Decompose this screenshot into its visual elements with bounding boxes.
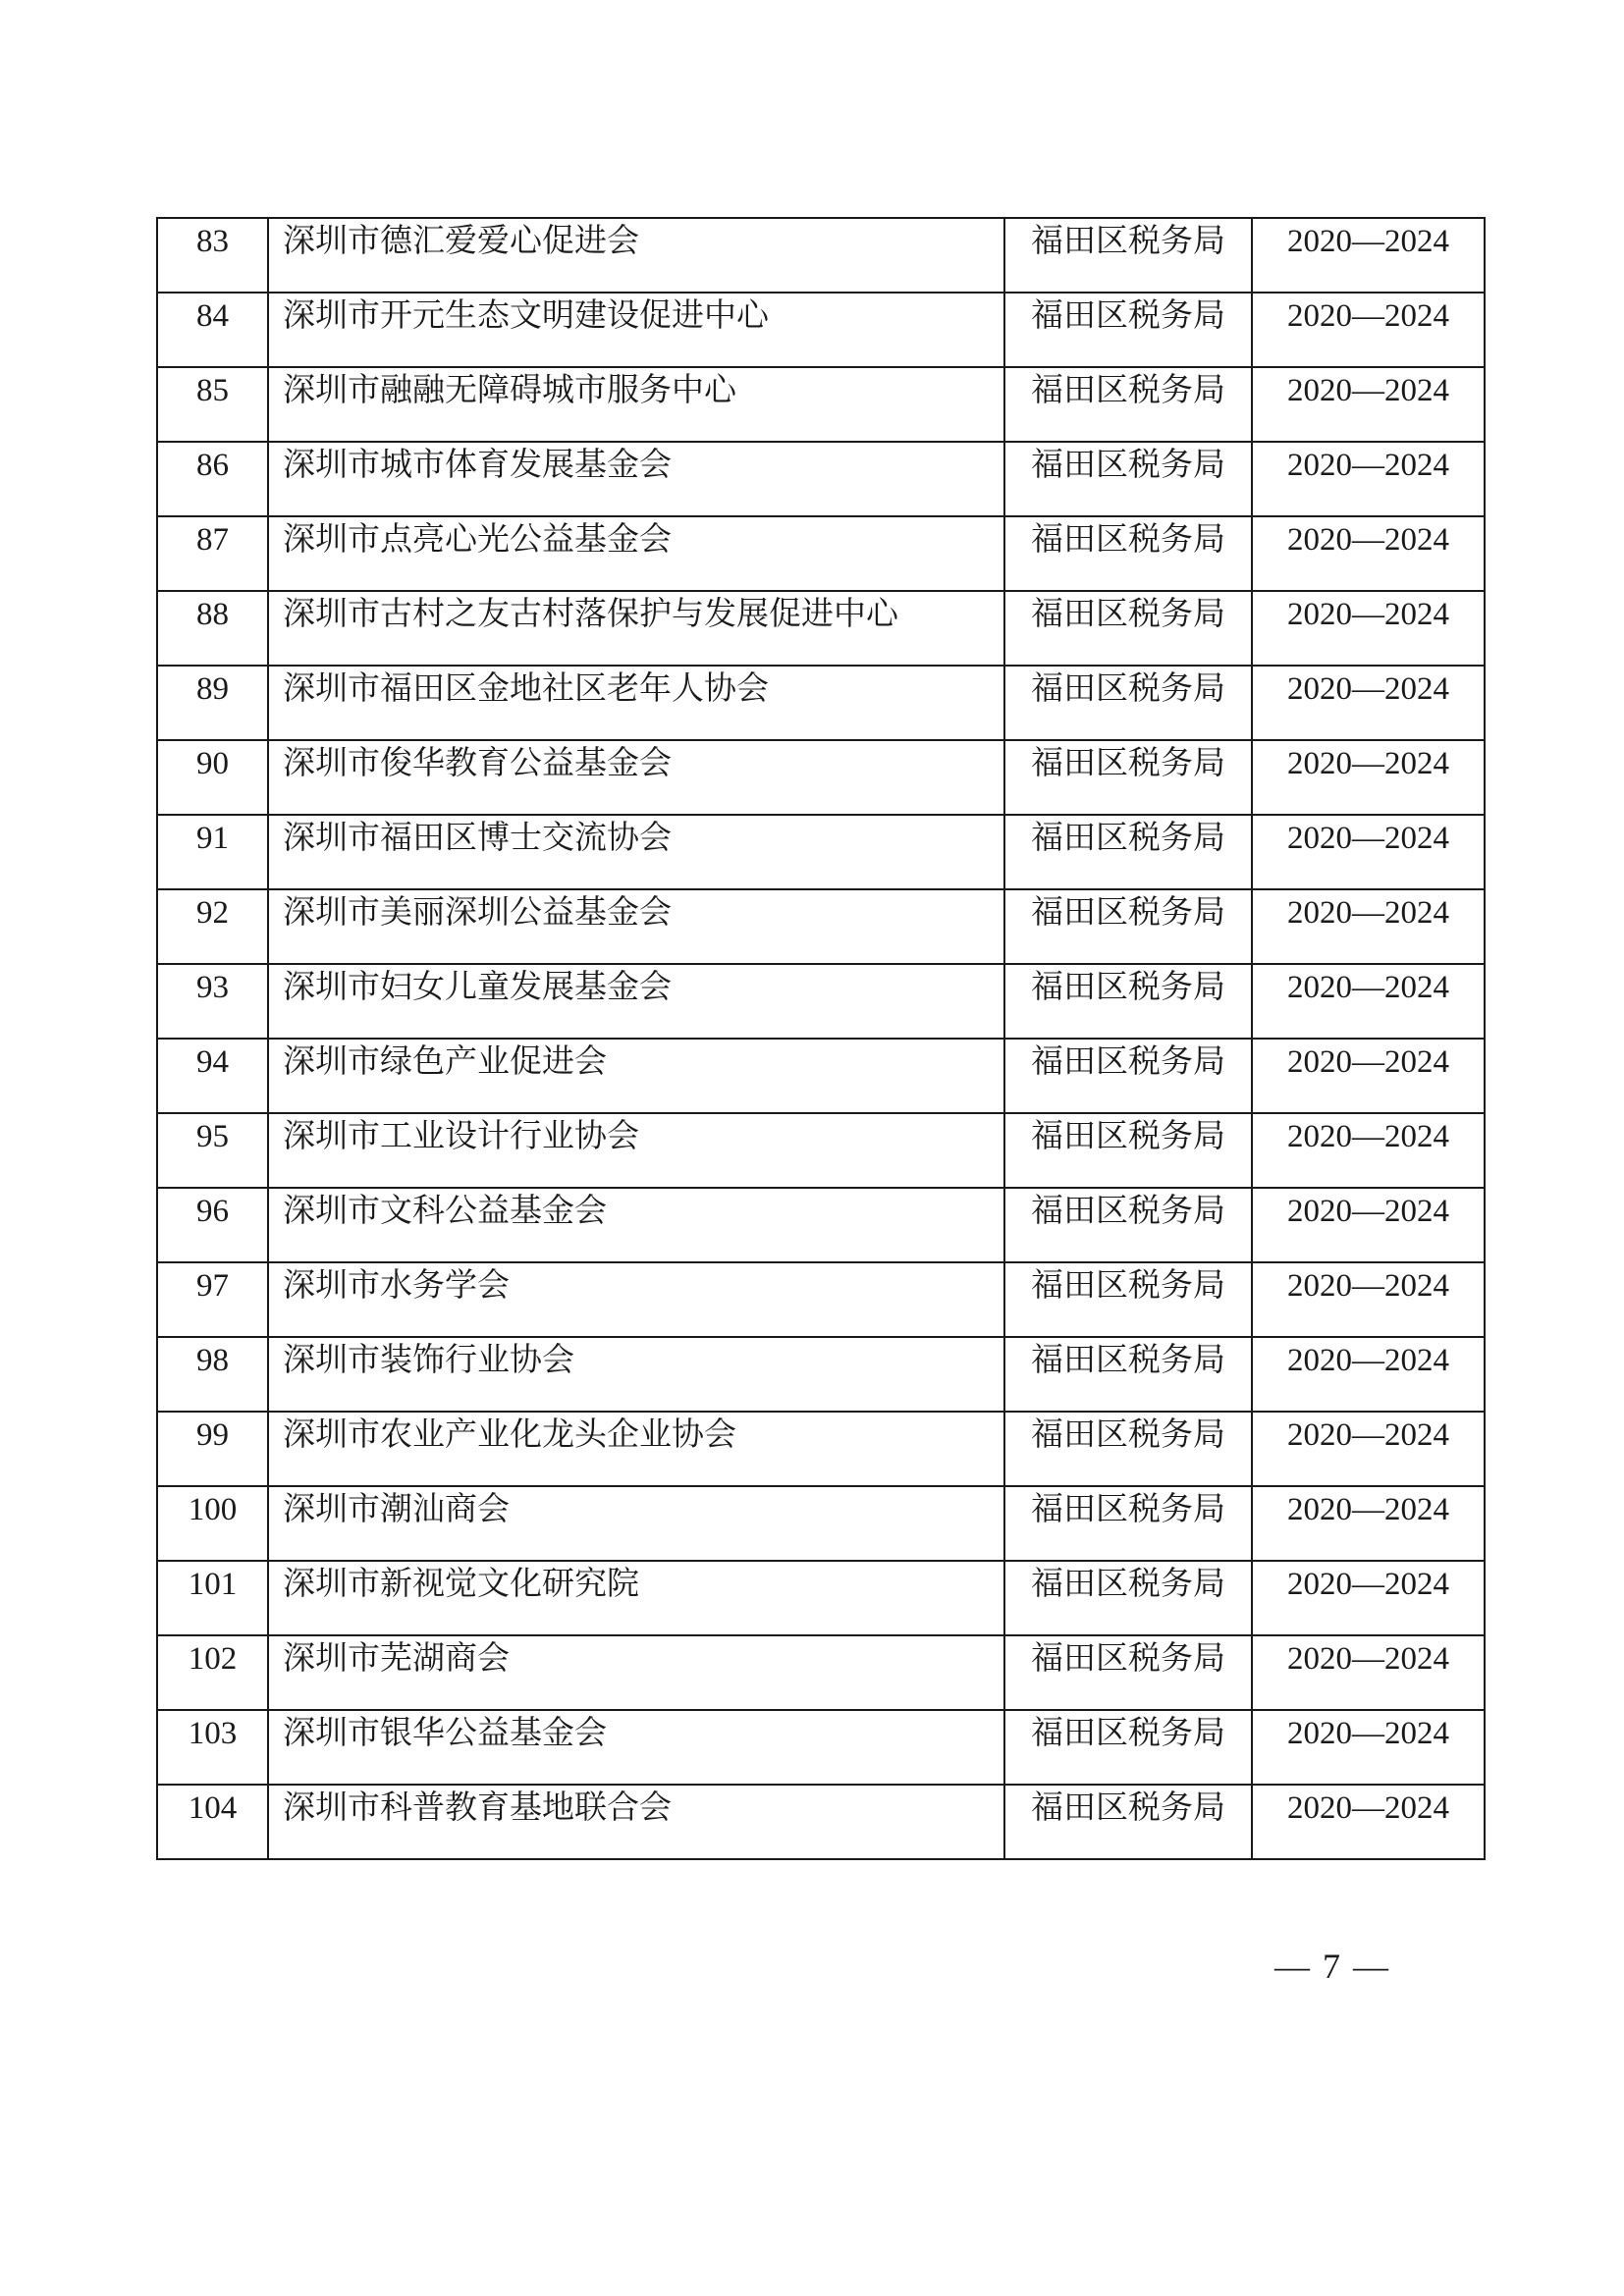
table-row <box>157 1039 1485 1113</box>
organization-name-cell: 深圳市新视觉文化研究院 <box>268 1561 1004 1635</box>
table-row <box>157 666 1485 740</box>
row-number-cell: 93 <box>157 964 268 1039</box>
tax-authority-cell: 福田区税务局 <box>1004 1710 1252 1785</box>
validity-period-cell: 2020—2024 <box>1252 1337 1485 1412</box>
tax-authority-cell: 福田区税务局 <box>1004 591 1252 666</box>
validity-period-cell: 2020—2024 <box>1252 1710 1485 1785</box>
row-number-cell: 94 <box>157 1039 268 1113</box>
row-number-cell: 100 <box>157 1486 268 1561</box>
validity-period-cell: 2020—2024 <box>1252 293 1485 367</box>
table-row <box>157 1561 1485 1635</box>
tax-authority-cell: 福田区税务局 <box>1004 889 1252 964</box>
validity-period-cell: 2020—2024 <box>1252 1262 1485 1337</box>
organization-name-cell: 深圳市科普教育基地联合会 <box>268 1785 1004 1859</box>
table-row <box>157 591 1485 666</box>
organization-name-cell: 深圳市水务学会 <box>268 1262 1004 1337</box>
tax-authority-cell: 福田区税务局 <box>1004 1561 1252 1635</box>
table-row <box>157 889 1485 964</box>
table-row <box>157 1113 1485 1188</box>
validity-period-cell: 2020—2024 <box>1252 1113 1485 1188</box>
tax-authority-cell: 福田区税务局 <box>1004 1262 1252 1337</box>
tax-authority-cell: 福田区税务局 <box>1004 815 1252 889</box>
row-number-cell: 101 <box>157 1561 268 1635</box>
organization-name-cell: 深圳市城市体育发展基金会 <box>268 442 1004 516</box>
table-row <box>157 442 1485 516</box>
row-number-cell: 83 <box>157 218 268 293</box>
row-number-cell: 96 <box>157 1188 268 1262</box>
organization-name-cell: 深圳市文科公益基金会 <box>268 1188 1004 1262</box>
organization-name-cell: 深圳市福田区博士交流协会 <box>268 815 1004 889</box>
table-row <box>157 815 1485 889</box>
organization-name-cell: 深圳市点亮心光公益基金会 <box>268 516 1004 591</box>
row-number-cell: 103 <box>157 1710 268 1785</box>
table-row <box>157 367 1485 442</box>
table-row <box>157 1785 1485 1859</box>
page-number: — 7 — <box>1274 1947 1390 1986</box>
validity-period-cell: 2020—2024 <box>1252 815 1485 889</box>
row-number-cell: 85 <box>157 367 268 442</box>
table-row <box>157 1188 1485 1262</box>
table-row <box>157 218 1485 293</box>
organization-name-cell: 深圳市银华公益基金会 <box>268 1710 1004 1785</box>
organization-name-cell: 深圳市开元生态文明建设促进中心 <box>268 293 1004 367</box>
organization-name-cell: 深圳市俊华教育公益基金会 <box>268 740 1004 815</box>
row-number-cell: 89 <box>157 666 268 740</box>
row-number-cell: 88 <box>157 591 268 666</box>
table-row <box>157 1710 1485 1785</box>
organization-name-cell: 深圳市装饰行业协会 <box>268 1337 1004 1412</box>
table-row <box>157 740 1485 815</box>
table-row <box>157 964 1485 1039</box>
tax-authority-cell: 福田区税务局 <box>1004 666 1252 740</box>
validity-period-cell: 2020—2024 <box>1252 740 1485 815</box>
validity-period-cell: 2020—2024 <box>1252 1412 1485 1486</box>
tax-authority-cell: 福田区税务局 <box>1004 1188 1252 1262</box>
tax-authority-cell: 福田区税务局 <box>1004 293 1252 367</box>
tax-authority-cell: 福田区税务局 <box>1004 964 1252 1039</box>
organization-name-cell: 深圳市融融无障碍城市服务中心 <box>268 367 1004 442</box>
organization-name-cell: 深圳市美丽深圳公益基金会 <box>268 889 1004 964</box>
tax-authority-cell: 福田区税务局 <box>1004 442 1252 516</box>
tax-authority-cell: 福田区税务局 <box>1004 1337 1252 1412</box>
row-number-cell: 98 <box>157 1337 268 1412</box>
row-number-cell: 90 <box>157 740 268 815</box>
row-number-cell: 102 <box>157 1635 268 1710</box>
organization-name-cell: 深圳市妇女儿童发展基金会 <box>268 964 1004 1039</box>
organization-name-cell: 深圳市潮汕商会 <box>268 1486 1004 1561</box>
validity-period-cell: 2020—2024 <box>1252 442 1485 516</box>
validity-period-cell: 2020—2024 <box>1252 1635 1485 1710</box>
validity-period-cell: 2020—2024 <box>1252 666 1485 740</box>
table-row <box>157 1337 1485 1412</box>
organization-name-cell: 深圳市古村之友古村落保护与发展促进中心 <box>268 591 1004 666</box>
row-number-cell: 86 <box>157 442 268 516</box>
table-row <box>157 1412 1485 1486</box>
table-row <box>157 1262 1485 1337</box>
tax-authority-cell: 福田区税务局 <box>1004 367 1252 442</box>
table-row <box>157 293 1485 367</box>
validity-period-cell: 2020—2024 <box>1252 591 1485 666</box>
organization-name-cell: 深圳市德汇爱爱心促进会 <box>268 218 1004 293</box>
row-number-cell: 99 <box>157 1412 268 1486</box>
tax-authority-cell: 福田区税务局 <box>1004 516 1252 591</box>
row-number-cell: 104 <box>157 1785 268 1859</box>
tax-authority-cell: 福田区税务局 <box>1004 740 1252 815</box>
organization-name-cell: 深圳市绿色产业促进会 <box>268 1039 1004 1113</box>
validity-period-cell: 2020—2024 <box>1252 1486 1485 1561</box>
validity-period-cell: 2020—2024 <box>1252 1785 1485 1859</box>
table-row <box>157 1486 1485 1561</box>
validity-period-cell: 2020—2024 <box>1252 1039 1485 1113</box>
row-number-cell: 84 <box>157 293 268 367</box>
validity-period-cell: 2020—2024 <box>1252 889 1485 964</box>
row-number-cell: 95 <box>157 1113 268 1188</box>
organization-name-cell: 深圳市工业设计行业协会 <box>268 1113 1004 1188</box>
validity-period-cell: 2020—2024 <box>1252 1561 1485 1635</box>
row-number-cell: 92 <box>157 889 268 964</box>
row-number-cell: 97 <box>157 1262 268 1337</box>
table-row <box>157 1635 1485 1710</box>
tax-authority-cell: 福田区税务局 <box>1004 1785 1252 1859</box>
validity-period-cell: 2020—2024 <box>1252 964 1485 1039</box>
tax-authority-cell: 福田区税务局 <box>1004 1113 1252 1188</box>
tax-authority-cell: 福田区税务局 <box>1004 1486 1252 1561</box>
row-number-cell: 87 <box>157 516 268 591</box>
organization-name-cell: 深圳市福田区金地社区老年人协会 <box>268 666 1004 740</box>
tax-authority-cell: 福田区税务局 <box>1004 1412 1252 1486</box>
row-number-cell: 91 <box>157 815 268 889</box>
tax-authority-cell: 福田区税务局 <box>1004 218 1252 293</box>
organization-name-cell: 深圳市芜湖商会 <box>268 1635 1004 1710</box>
tax-authority-cell: 福田区税务局 <box>1004 1039 1252 1113</box>
table-body <box>157 218 1485 1859</box>
table-row <box>157 516 1485 591</box>
tax-authority-cell: 福田区税务局 <box>1004 1635 1252 1710</box>
validity-period-cell: 2020—2024 <box>1252 367 1485 442</box>
organization-table <box>156 217 1486 1860</box>
validity-period-cell: 2020—2024 <box>1252 218 1485 293</box>
organization-name-cell: 深圳市农业产业化龙头企业协会 <box>268 1412 1004 1486</box>
validity-period-cell: 2020—2024 <box>1252 1188 1485 1262</box>
validity-period-cell: 2020—2024 <box>1252 516 1485 591</box>
